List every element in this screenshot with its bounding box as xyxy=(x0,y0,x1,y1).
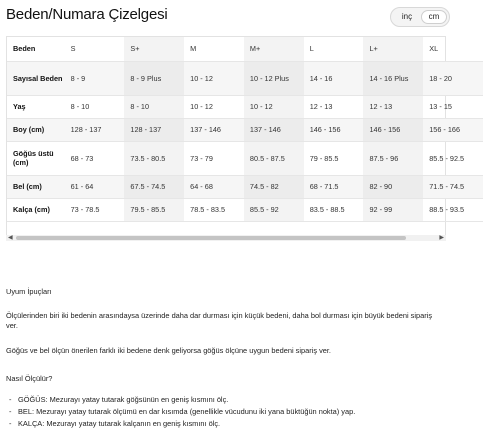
table-cell: 12 - 13 xyxy=(363,95,423,118)
table-cell: 80.5 - 87.5 xyxy=(244,141,304,175)
table-cell: 85.5 - 92.5 xyxy=(429,153,465,163)
table-cell: 73 - 79 xyxy=(190,153,213,163)
unit-toggle[interactable] xyxy=(390,7,450,27)
table-cell: 64 - 68 xyxy=(184,175,244,198)
row-label: Sayısal Beden xyxy=(7,61,65,95)
table-cell: 87.5 - 96 xyxy=(363,141,423,175)
row-label: Yaş xyxy=(13,102,26,111)
size-table-container[interactable] xyxy=(6,36,465,241)
table-cell: 79 - 85.5 xyxy=(309,153,339,163)
table-cell: 10 - 12 xyxy=(184,61,244,95)
table-cell: 92 - 99 xyxy=(363,198,423,221)
row-label: Boy (cm) xyxy=(7,118,65,141)
scroll-right-icon[interactable]: ▶ xyxy=(439,235,444,241)
table-cell: 8 - 10 xyxy=(70,102,90,111)
scroll-thumb[interactable] xyxy=(16,236,406,240)
size-table xyxy=(7,37,483,222)
scroll-left-icon[interactable]: ◀ xyxy=(8,235,13,241)
column-header: L xyxy=(309,44,314,54)
table-cell: 12 - 13 xyxy=(309,102,333,111)
measure-item-text: BEL: Mezurayı yatay tutarak ölçümü en dar kısımda (genellikle vücudunu iki yana büktüğün nokta) yap. xyxy=(18,407,356,416)
measure-item-text: GÖĞÜS: Mezurayı yatay tutarak göğsünün en geniş kısmını ölç. xyxy=(18,395,229,404)
column-header: L+ xyxy=(363,37,423,61)
table-cell: 71.5 - 74.5 xyxy=(423,175,483,198)
column-header: M xyxy=(190,44,197,54)
table-cell: 8 - 9 Plus xyxy=(124,61,184,95)
table-cell: 14 - 16 Plus xyxy=(363,61,423,95)
column-header-size: Beden xyxy=(13,44,36,54)
how-to-measure-heading: Nasıl Ölçülür? xyxy=(6,374,53,383)
table-header-row xyxy=(7,37,483,61)
table-cell: 68 - 71.5 xyxy=(304,175,364,198)
table-cell: 83.5 - 88.5 xyxy=(309,205,345,214)
measure-item-text: KALÇA: Mezurayı yatay tutarak kalçanın en geniş kısmını ölç. xyxy=(18,419,221,428)
table-cell: 67.5 - 74.5 xyxy=(124,175,184,198)
table-cell: 73 - 78.5 xyxy=(70,205,100,214)
table-cell: 10 - 12 xyxy=(244,95,304,118)
page-title: Beden/Numara Çizelgesi xyxy=(6,6,168,23)
table-row xyxy=(7,198,483,221)
table-cell: 10 - 12 Plus xyxy=(244,61,304,95)
fit-tips-heading: Uyum İpuçları xyxy=(6,287,52,296)
table-cell: 8 - 10 xyxy=(124,95,184,118)
fit-tip-paragraph: Göğüs ve bel ölçün önerilen farklı iki bedene denk geliyorsa göğüs ölçüne uygun bedeni sipariş ver. xyxy=(6,346,331,355)
table-cell: 8 - 9 xyxy=(65,61,125,95)
measure-list xyxy=(6,395,355,431)
table-row xyxy=(7,141,483,175)
table-row xyxy=(7,118,483,141)
column-header: M+ xyxy=(244,37,304,61)
table-cell: 128 - 137 xyxy=(65,118,125,141)
table-cell: 14 - 16 xyxy=(304,61,364,95)
column-header: XL xyxy=(429,44,439,54)
table-cell: 68 - 73 xyxy=(70,153,94,163)
table-cell: 78.5 - 83.5 xyxy=(190,205,226,214)
table-cell: 137 - 146 xyxy=(244,118,304,141)
table-cell: 79.5 - 85.5 xyxy=(124,198,184,221)
row-label: Bel (cm) xyxy=(7,175,65,198)
column-header: S+ xyxy=(124,37,184,61)
table-cell: 146 - 156 xyxy=(304,118,364,141)
table-cell: 128 - 137 xyxy=(124,118,184,141)
table-cell: 18 - 20 xyxy=(423,61,483,95)
row-label: Göğüs üstü (cm) xyxy=(13,149,54,167)
fit-tip-paragraph: Ölçülerinden biri iki bedenin arasındaysa üzerinde daha dar durması için küçük bedeni, daha bol durması için büyük bedeni sipariş ver. xyxy=(6,311,433,330)
column-header: S xyxy=(70,44,76,54)
bullet: - xyxy=(9,419,12,428)
unit-inch-button[interactable]: inç xyxy=(401,12,413,21)
bullet: - xyxy=(9,395,12,404)
table-cell: 13 - 15 xyxy=(429,102,452,111)
table-cell: 85.5 - 92 xyxy=(244,198,304,221)
table-cell: 82 - 90 xyxy=(363,175,423,198)
table-row xyxy=(7,61,483,95)
bullet: - xyxy=(9,407,12,416)
measure-item-hip xyxy=(6,419,355,431)
row-label: Kalça (cm) xyxy=(13,205,50,214)
table-cell: 10 - 12 xyxy=(190,102,213,111)
measure-item-chest xyxy=(6,395,355,407)
table-cell: 88.5 - 93.5 xyxy=(429,205,465,214)
table-cell: 73.5 - 80.5 xyxy=(124,141,184,175)
unit-cm-button[interactable]: cm xyxy=(421,10,447,24)
measure-item-waist xyxy=(6,407,355,419)
table-cell: 156 - 166 xyxy=(423,118,483,141)
table-cell: 146 - 156 xyxy=(363,118,423,141)
table-cell: 74.5 - 82 xyxy=(244,175,304,198)
size-chart-header xyxy=(6,6,446,28)
table-cell: 61 - 64 xyxy=(65,175,125,198)
table-cell: 137 - 146 xyxy=(184,118,244,141)
horizontal-scrollbar[interactable] xyxy=(6,235,446,241)
table-row xyxy=(7,95,483,118)
table-row xyxy=(7,175,483,198)
